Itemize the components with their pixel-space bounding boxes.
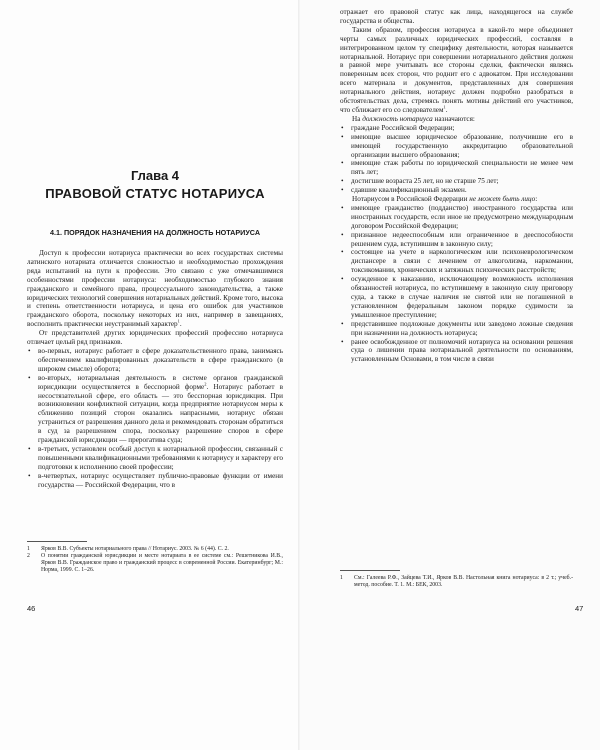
- left-text-column: [27, 168, 283, 489]
- paragraph: От представителей других юридических профессий профессию нотариуса отличает целый ряд признаков.: [27, 329, 283, 347]
- footnote: [27, 546, 283, 553]
- footnote-ref[interactable]: 1: [443, 104, 446, 110]
- footnote-ref[interactable]: 2: [204, 381, 207, 387]
- right-page: [300, 0, 600, 750]
- footnote-number: 1: [27, 546, 30, 552]
- footnote-text: О понятии гражданской юрисдикции и месте нотариата в ее системе см.: Решетникова И.В., Ярков В.В. Гражданское право и гражданский процесс в современной России. Екатеринбург; М.: Норма, 1999. С. 1–26.: [41, 553, 283, 573]
- list-item: • имеющее гражданство (подданство) иностранного государства или иностранных государств, если иное не предусмотрено международным договором Российской Федерации;: [340, 204, 573, 231]
- footnote-divider: [27, 541, 87, 542]
- footnote-text: Ярков В.В. Субъекты нотариального права // Нотариус. 2003. № 6 (44). С. 2.: [41, 546, 229, 552]
- paragraph: отражает его правовой статус как лица, находящегося на службе государства и общества.: [340, 8, 573, 25]
- page-number: 46: [27, 604, 36, 613]
- chapter-title: ПРАВОВОЙ СТАТУС НОТАРИУСА: [45, 186, 265, 201]
- footnote-text: См.: Галеева Р.Ф., Зайцева Т.И., Ярков В.В. Настольная книга нотариуса: в 2 т.; учеб.-метод. пособие. Т. 1. М.: БЕК, 2003.: [354, 575, 573, 588]
- footnotes: [27, 533, 283, 574]
- list-item: • во-первых, нотариус работает в сфере доказательственного права, занимаясь обеспечением квалифицированных доказательств в сфере гражданского (в широком смысле) оборота;: [27, 347, 283, 374]
- page-number: 47: [575, 604, 584, 613]
- list-item: • в-четвертых, нотариус осуществляет публично-правовые функции от имени государства — Российской Федерации, что в: [27, 472, 283, 490]
- footnote-divider: [340, 570, 400, 571]
- list-item: • представившее подложные документы или заведомо ложные сведения при назначении на должность нотариуса;: [340, 320, 573, 338]
- footnote: [27, 553, 283, 574]
- footnote: [340, 575, 573, 589]
- section-heading: 4.1. ПОРЯДОК НАЗНАЧЕНИЯ НА ДОЛЖНОСТЬ НОТАРИУСА: [49, 228, 261, 237]
- list-item: • состоящее на учете в наркологическом или психоневрологическом диспансере в связи с лечением от алкоголизма, наркомании, токсикомании, хронических и затяжных психических расстройств;: [340, 248, 573, 275]
- appointment-lead: На должность нотариуса назначаются:: [352, 114, 475, 123]
- disqualification-lead: Нотариусом в Российской Федерации не может быть лицо:: [352, 195, 538, 204]
- list-item: • признанное недееспособным или ограниченное в дееспособности решением суда, вступившим в законную силу;: [340, 231, 573, 249]
- list-item: • сдавшие квалификационный экзамен.: [340, 186, 573, 195]
- paragraph: Таким образом, профессия нотариуса в какой-то мере объединяет черты самых различных юридических профессий, составляя в интегрированном целом ту специфику деятельности, которая называется нотариальной. Нотариус при совершении нотариального действия должен в равной мере учитывать все стороны сделки, фактически являясь поверенным всех сторон, что роднит его с адвокатом. При исследовании всего материала и документов, представленных для совершения нотариального действия, нотариус должен подробно разобраться в обстоятельствах дела, стремясь понять мотивы действий его участников, что сближает его со следователем$^1$.: [340, 25, 573, 114]
- list-item: • осужденное к наказанию, исключающему возможность исполнения обязанностей нотариуса, по вступившему в законную силу приговору суда, а также в случае наличия не снятой или не погашенной в установленном федеральным законом порядке судимости за умышленное преступление;: [340, 275, 573, 320]
- list-item: • ранее освобожденное от полномочий нотариуса на основании решения суда о лишении права нотариальной деятельности по основаниям, установленным Основами, в том числе в связи: [340, 338, 573, 365]
- list-item: • во-вторых, нотариальная деятельность в системе органов гражданской юрисдикции осуществляется в бесспорной форме$^2$. Нотариус работает в несостязательной сфере, его область — это бесспорная юрисдикция. При возникновении конфликтной ситуации, когда предприятие нотариусом меры к сближению позиций сторон оказались напрасными, нотариус обязан устраниться от разрешения данного дела и рекомендовать сторонам обратиться в суд за разрешением спора, поскольку разрешение споров в сфере гражданской юрисдикции — прерогатива суда;: [27, 374, 283, 445]
- footnote-number: 2: [27, 553, 30, 559]
- paragraph: Доступ к профессии нотариуса практически во всех государствах системы латинского нотариата отличается сложностью и необходимостью прохождения ряда испытаний на пути к профессии. Это связано с уже отмечавшимися особенностями профессии нотариуса: необходимостью глубокого знания гражданского и семейного права, процессуального законодательства, а также юридических технологий совершения нотариальных действий. Кроме того, высока и степень ответственности нотариуса, и цена его ошибок для участников гражданского оборота, поскольку некоторых из них, например в завещаниях, восполнить практически неустранимый характер$^1$.: [27, 249, 283, 329]
- footnotes: [340, 562, 573, 589]
- list-item: • достигшие возраста 25 лет, но не старше 75 лет;: [340, 177, 573, 186]
- list-item: • граждане Российской Федерации;: [340, 124, 573, 133]
- footnote-number: 1: [340, 575, 343, 581]
- features-list: [27, 347, 283, 490]
- disqualification-list: [340, 204, 573, 364]
- appointment-requirements-list: [340, 124, 573, 195]
- chapter-number: Глава 4: [130, 168, 180, 183]
- list-item: • имеющие стаж работы по юридической специальности не менее чем пять лет;: [340, 159, 573, 177]
- list-item: • имеющие высшее юридическое образование, получившие его в имеющей государственную аккредитацию образовательной организации высшего образования;: [340, 133, 573, 160]
- list-item: • в-третьих, установлен особый доступ к нотариальной профессии, связанный с повышенными квалификационными требованиями к нотариусу и характеру его подготовки к исполнению своей профессии;: [27, 445, 283, 472]
- footnote-ref[interactable]: 1: [177, 318, 180, 324]
- right-text-column: [340, 8, 573, 364]
